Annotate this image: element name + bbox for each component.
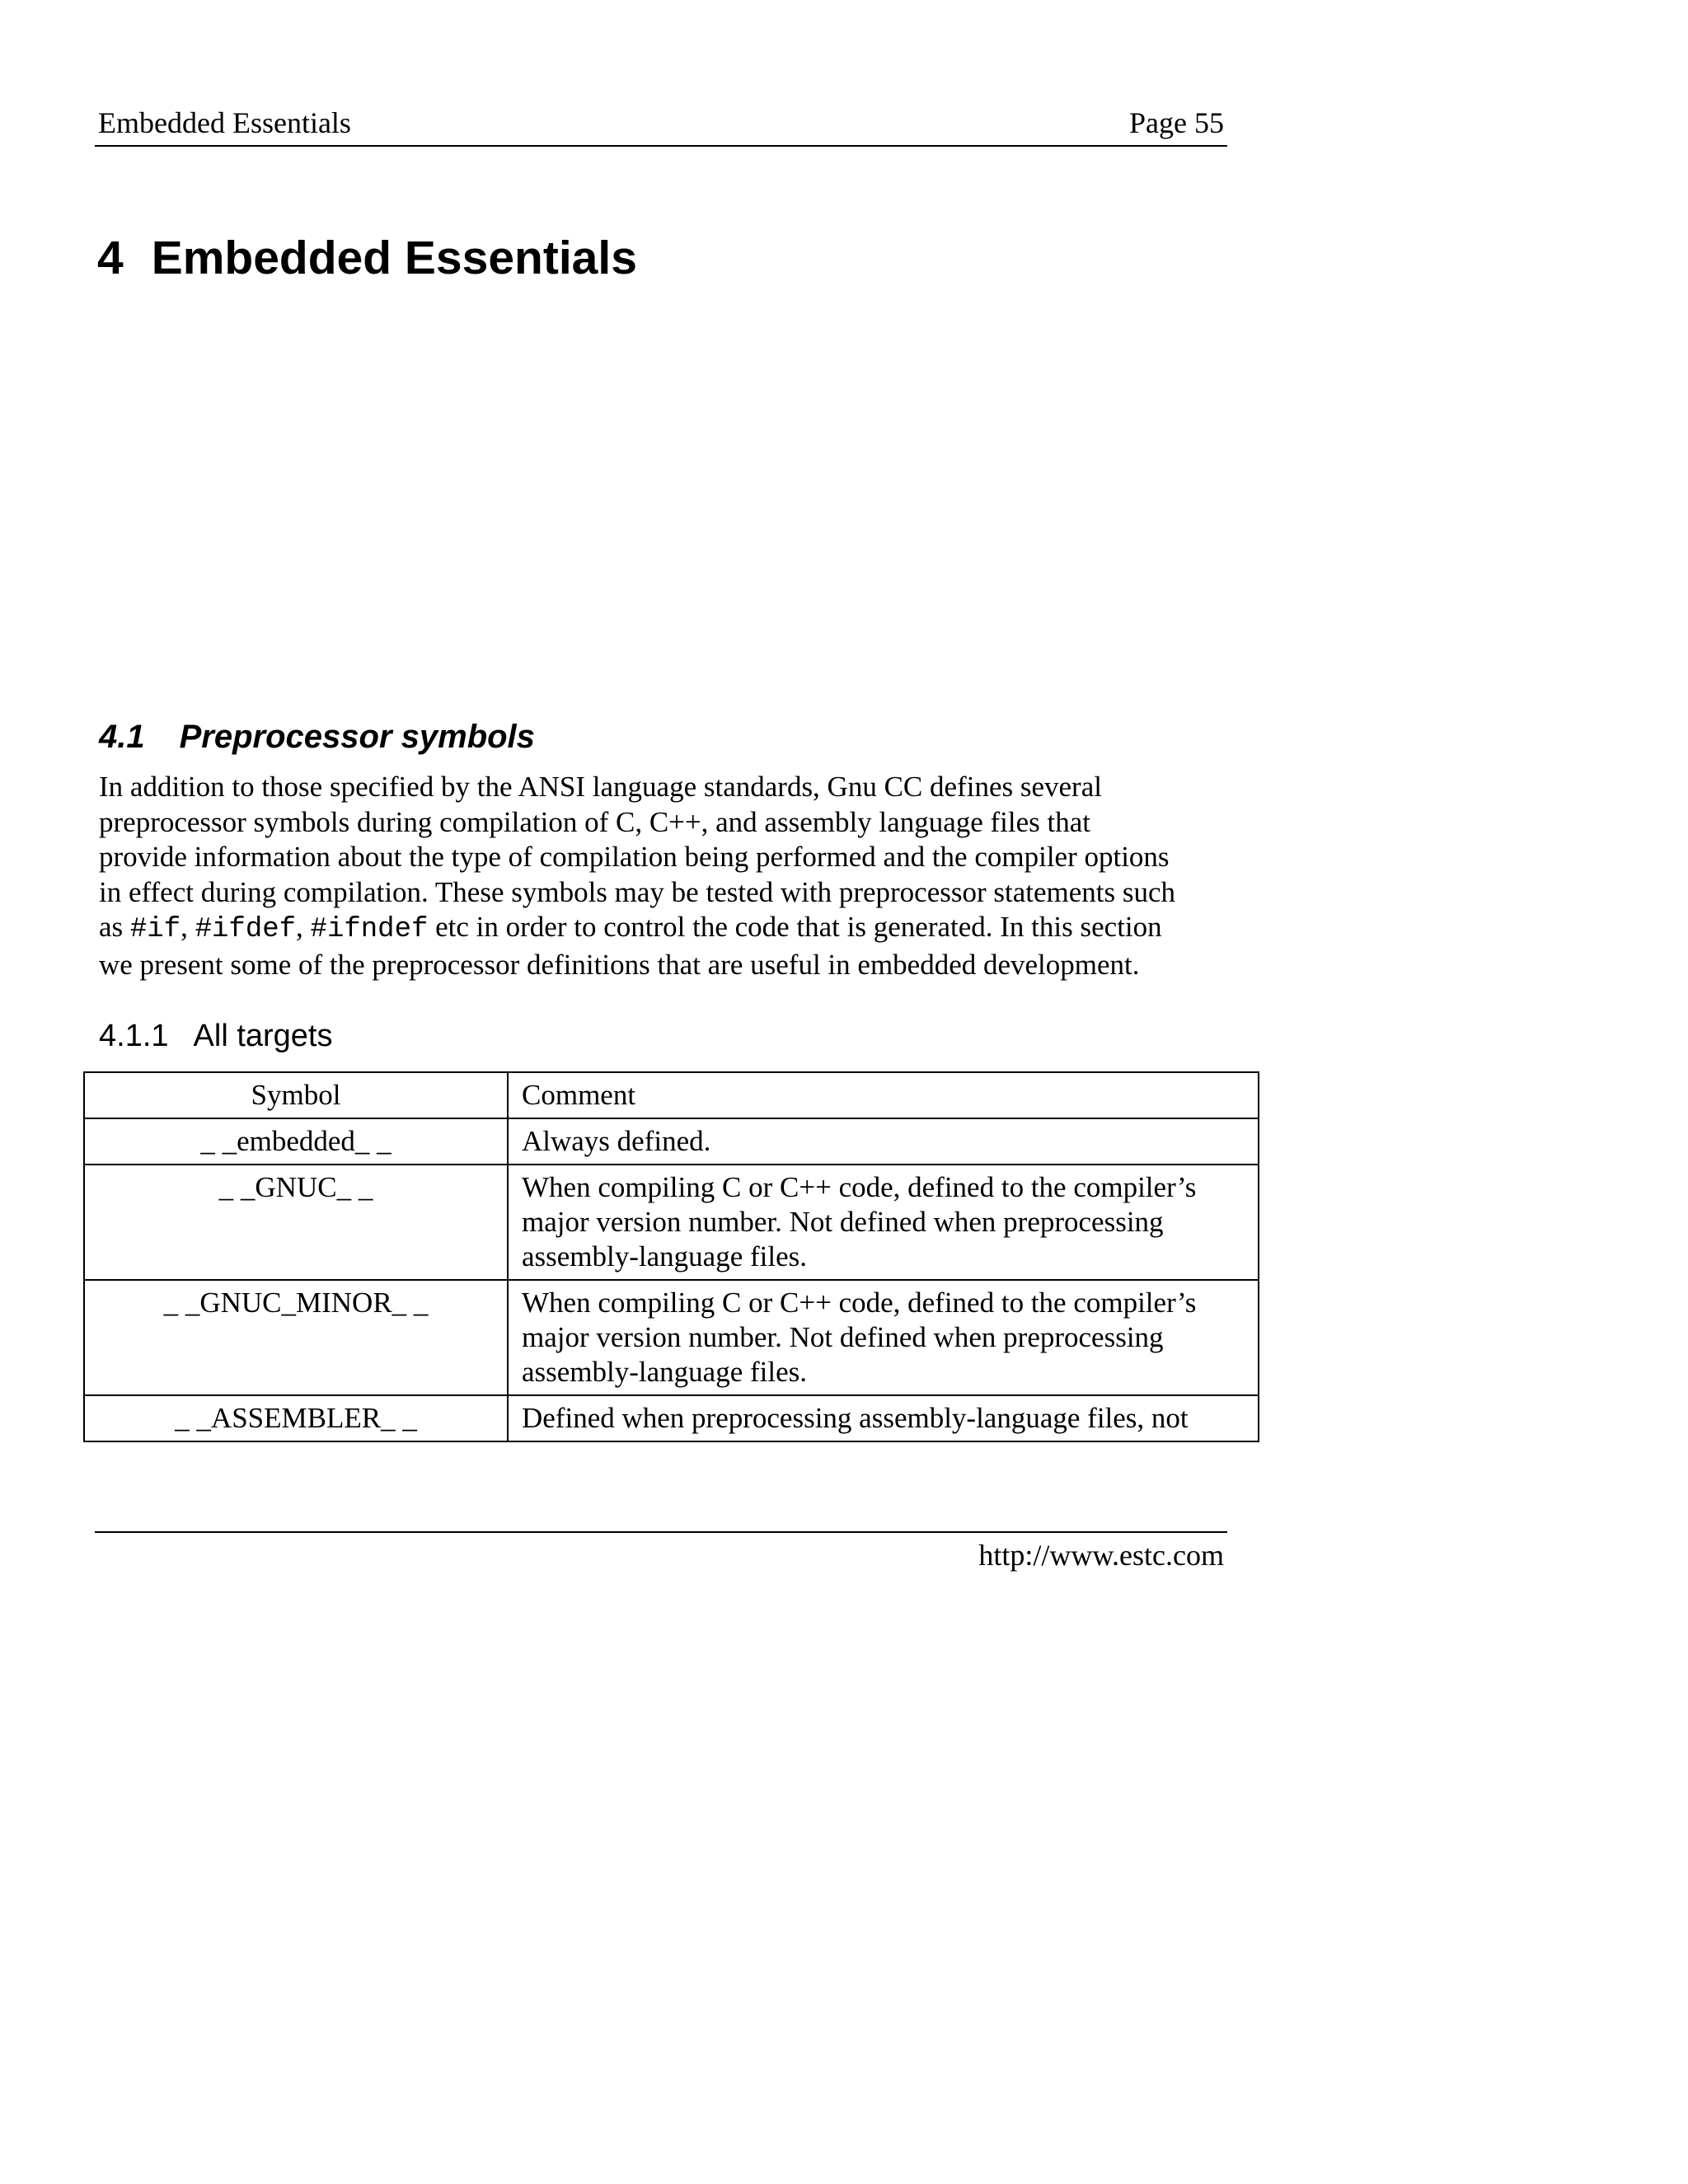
paragraph-line: provide information about the type of compilation being performed and the compiler options: [99, 841, 1170, 873]
subsection-title: All targets: [193, 1019, 333, 1053]
chapter-number: 4: [97, 232, 124, 284]
comment-cell: [508, 1118, 1259, 1165]
paragraph-line: [99, 910, 1253, 948]
table-row: [84, 1118, 1259, 1165]
chapter-heading: [97, 231, 637, 285]
code-ifdef: #ifdef: [195, 914, 297, 945]
page-header: [95, 101, 1227, 147]
footer-url: http://www.estc.com: [978, 1539, 1224, 1572]
comment-line: major version number. Not defined when preprocessing: [522, 1321, 1164, 1353]
section-heading: [99, 719, 535, 756]
comment-cell: [508, 1395, 1259, 1441]
symbol-cell: _ _embedded_ _: [84, 1118, 508, 1165]
comment-line: major version number. Not defined when preprocessing: [522, 1206, 1164, 1238]
page-number: Page 55: [1129, 106, 1224, 139]
comment-line: assembly-language files.: [522, 1240, 808, 1272]
section-number: 4.1: [99, 719, 145, 755]
comment-line: When compiling C or C++ code, defined to the compiler’s: [522, 1286, 1197, 1319]
table-header-row: [84, 1072, 1259, 1118]
code-if: #if: [129, 914, 181, 945]
table-row: [84, 1165, 1259, 1280]
symbols-table: [83, 1071, 1259, 1442]
table-row: [84, 1395, 1259, 1441]
comment-line: assembly-language files.: [522, 1356, 808, 1388]
symbol-cell: _ _ASSEMBLER_ _: [84, 1395, 508, 1441]
column-header-symbol: Symbol: [84, 1072, 508, 1118]
paragraph-text: ,: [181, 911, 195, 943]
intro-paragraph: [99, 770, 1253, 982]
symbol-cell: _ _GNUC_MINOR_ _: [84, 1280, 508, 1395]
column-header-comment: Comment: [508, 1072, 1259, 1118]
subsection-heading: [99, 1019, 333, 1054]
section-title: Preprocessor symbols: [179, 719, 535, 755]
paragraph-line: In addition to those specified by the ANSI language standards, Gnu CC defines several: [99, 771, 1102, 803]
subsection-number: 4.1.1: [99, 1019, 169, 1053]
table-row: [84, 1280, 1259, 1395]
comment-line: Always defined.: [522, 1125, 711, 1157]
code-ifndef: #ifndef: [310, 914, 429, 945]
comment-cell: [508, 1280, 1259, 1395]
chapter-title: Embedded Essentials: [151, 232, 637, 284]
paragraph-text: ,: [296, 911, 311, 943]
paragraph-text: etc in order to control the code that is generated. In this section: [428, 911, 1162, 943]
paragraph-line: preprocessor symbols during compilation of C, C++, and assembly language files that: [99, 805, 1091, 838]
paragraph-line: in effect during compilation. These symbols may be tested with preprocessor statements such: [99, 875, 1176, 908]
comment-line: When compiling C or C++ code, defined to the compiler’s: [522, 1171, 1197, 1203]
paragraph-text: as: [99, 911, 130, 943]
comment-line: Defined when preprocessing assembly-language files, not: [522, 1402, 1189, 1434]
header-title: Embedded Essentials: [98, 106, 351, 139]
comment-cell: [508, 1165, 1259, 1280]
symbol-cell: _ _GNUC_ _: [84, 1165, 508, 1280]
page-footer: [95, 1531, 1227, 1572]
paragraph-line: we present some of the preprocessor definitions that are useful in embedded development.: [99, 948, 1140, 981]
